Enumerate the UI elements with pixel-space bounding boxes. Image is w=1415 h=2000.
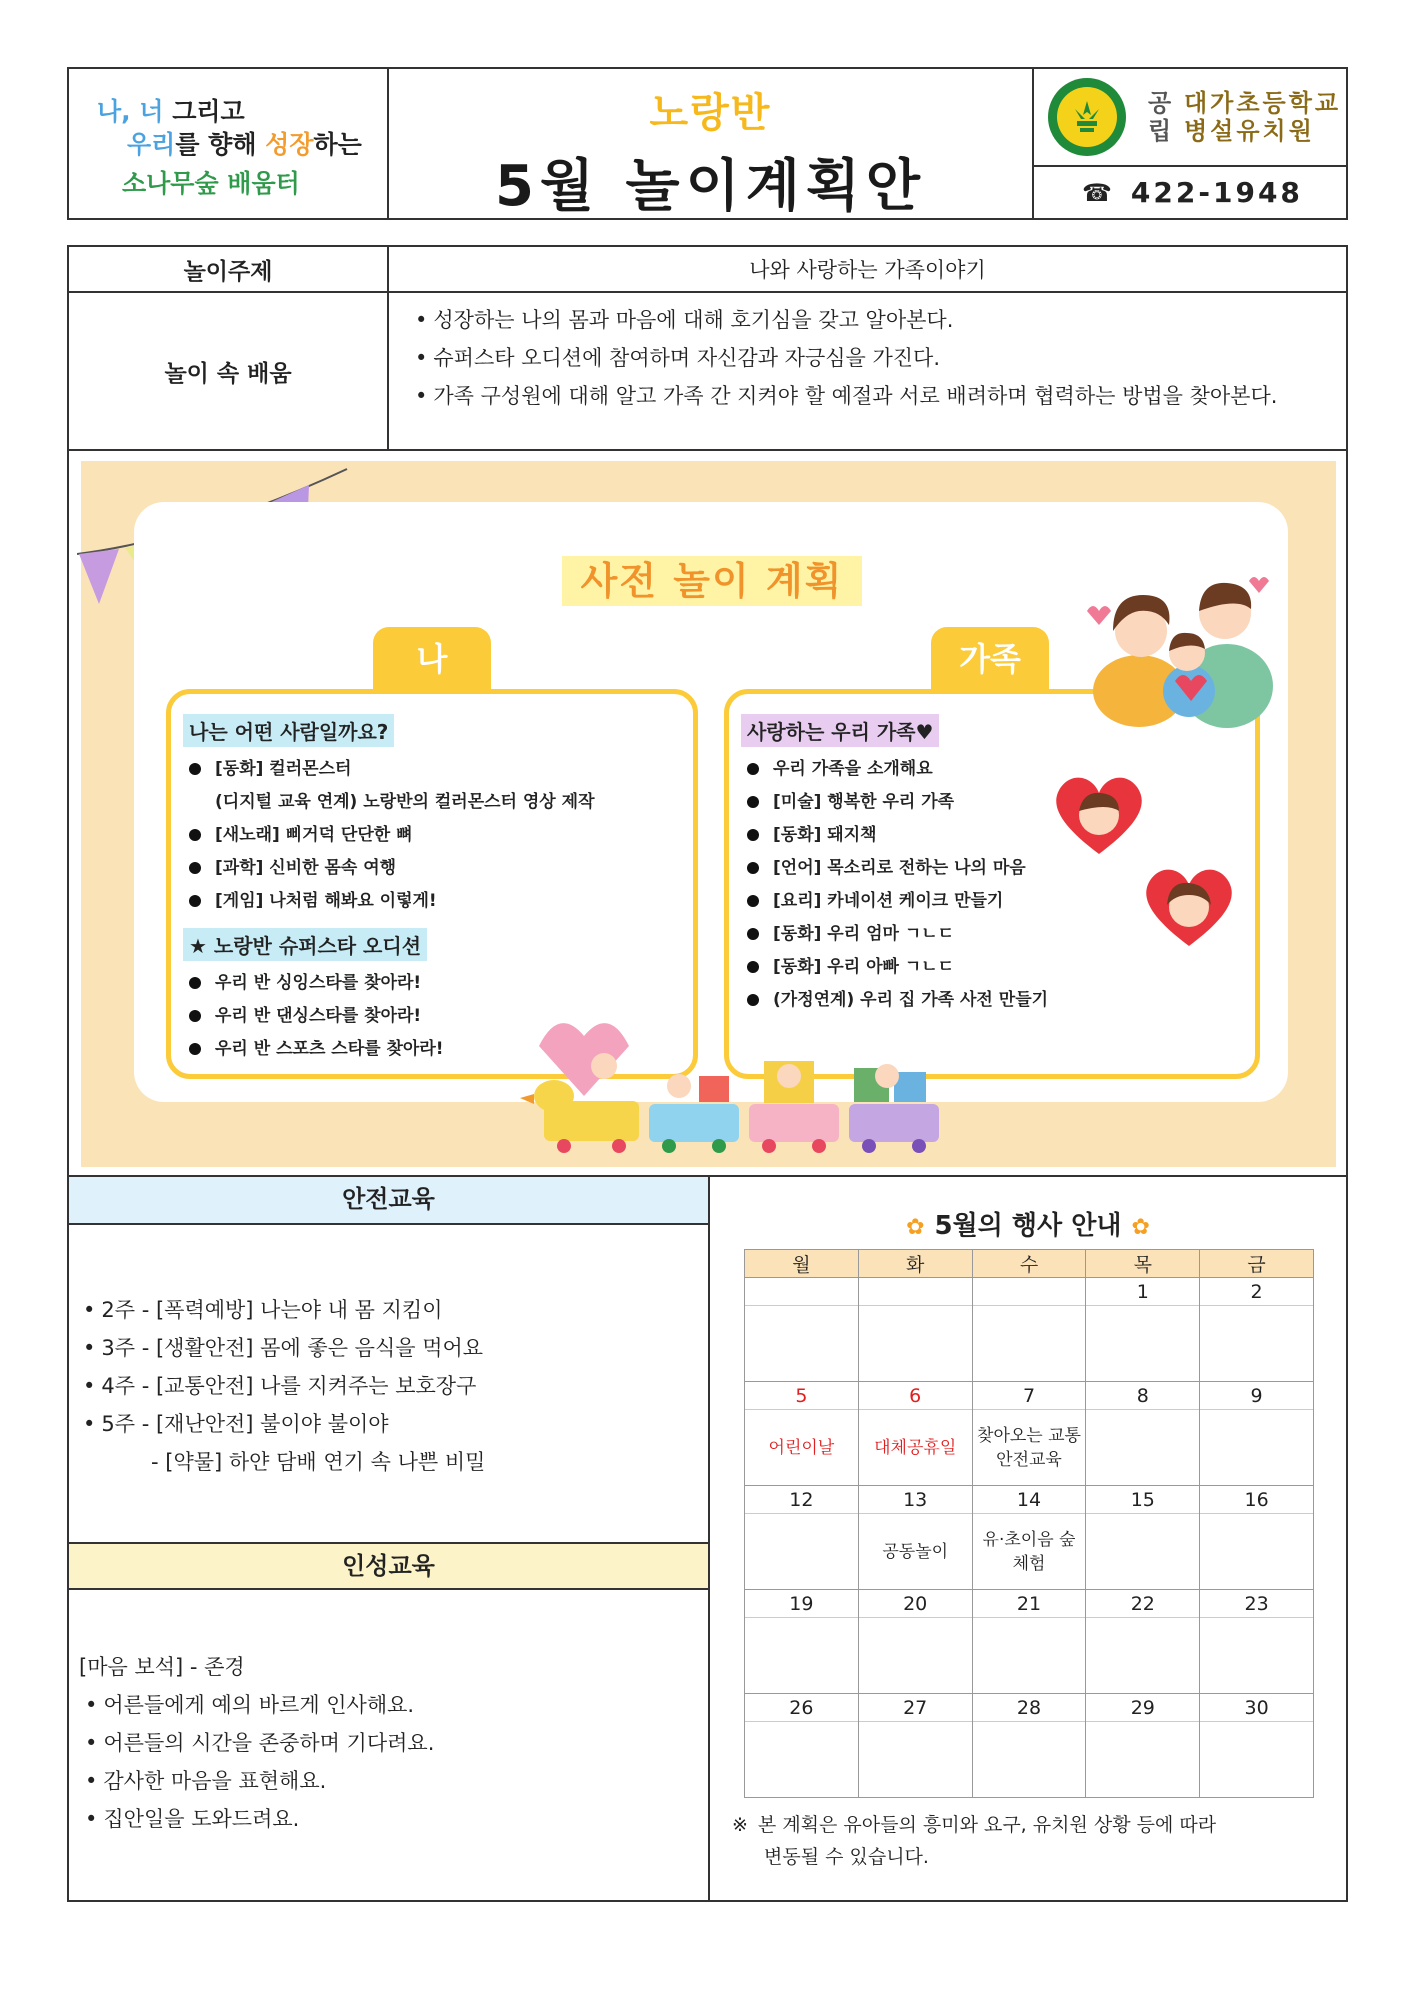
day-event <box>1086 1306 1199 1381</box>
learning-goal: • 성장하는 나의 몸과 마음에 대해 호기심을 갖고 알아본다. <box>409 301 1326 339</box>
tab-me: 나 <box>373 627 491 691</box>
theme-value: 나와 사랑하는 가족이야기 <box>749 258 986 282</box>
motto-text: 하는 <box>313 130 362 159</box>
event-calendar <box>744 1249 1314 1798</box>
bullet-icon <box>189 829 201 841</box>
list-item: [요리] 카네이션 케이크 만들기 <box>747 885 1255 918</box>
calendar-week-row <box>745 1590 1314 1694</box>
page-title: 5월 놀이계획안 <box>494 154 927 219</box>
learning-goal: • 슈퍼스타 오디션에 참여하며 자신감과 자긍심을 가진다. <box>409 339 1326 377</box>
day-number: 14 <box>973 1486 1086 1514</box>
day-event <box>745 1514 858 1589</box>
family-heading: 사랑하는 우리 가족♥ <box>741 714 939 747</box>
learning-goal: • 가족 구성원에 대해 알고 가족 간 지켜야 할 예절과 서로 배려하며 협력하는 방법을 찾아본다. <box>409 377 1326 415</box>
list-item: [미술] 행복한 우리 가족 <box>747 786 1255 819</box>
school-name: 대가초등학교 <box>1184 89 1342 117</box>
day-event <box>1086 1410 1199 1485</box>
plan-title: 사전 놀이 계획 <box>562 556 862 606</box>
flower-icon: ✿ <box>906 1215 925 1240</box>
calendar-day-cell <box>745 1590 859 1694</box>
bullet-icon <box>189 1010 201 1022</box>
calendar-day-cell <box>972 1278 1086 1382</box>
list-item: - [약물] 하얀 담배 연기 속 나쁜 비밀 <box>151 1450 486 1474</box>
bullet-icon <box>747 829 759 841</box>
header <box>67 67 1348 220</box>
bullet-icon <box>189 977 201 989</box>
day-event <box>1200 1722 1313 1797</box>
calendar-day-cell <box>1200 1486 1314 1590</box>
weekday-header: 수 <box>972 1250 1086 1278</box>
education-column <box>69 1177 710 1900</box>
day-number: 8 <box>1086 1382 1199 1410</box>
day-number: 13 <box>859 1486 972 1514</box>
bullet-icon <box>747 928 759 940</box>
day-number <box>973 1278 1086 1306</box>
list-item: • 4주 - [교통안전] 나를 지켜주는 보호장구 <box>83 1374 477 1398</box>
calendar-day-cell <box>1086 1278 1200 1382</box>
me-heading: 나는 어떤 사람일까요? <box>183 714 394 747</box>
motto-text: 를 향해 <box>175 130 266 159</box>
list-item: 우리 반 스포츠 스타를 찾아라! <box>189 1033 693 1066</box>
calendar-day-cell <box>1086 1382 1200 1486</box>
bullet-icon <box>747 796 759 808</box>
class-name: 노랑반 <box>649 90 772 136</box>
tab-family: 가족 <box>931 627 1049 691</box>
bullet-icon <box>189 895 201 907</box>
character-list <box>69 1590 708 1838</box>
day-number: 19 <box>745 1590 858 1618</box>
note-text: 본 계획은 유아들의 흥미와 요구, 유치원 상황 등에 따라 <box>757 1814 1217 1836</box>
day-event <box>745 1618 858 1693</box>
note-mark: ※ <box>732 1814 748 1836</box>
theme-label: 놀이주제 <box>69 247 389 291</box>
toy-train-icon <box>509 1006 999 1156</box>
calendar-day-cell <box>858 1486 972 1590</box>
list-item: • 어른들의 시간을 존중하며 기다려요. <box>85 1731 435 1755</box>
day-number: 16 <box>1200 1486 1313 1514</box>
school-type: 공립 <box>1148 89 1172 145</box>
calendar-title: ✿ 5월의 행사 안내 ✿ <box>906 1211 1150 1241</box>
calendar-day-cell <box>1200 1590 1314 1694</box>
day-number: 21 <box>973 1590 1086 1618</box>
bullet-icon <box>747 895 759 907</box>
list-item: [동화] 컬러몬스터 <box>189 753 693 786</box>
audition-heading: ★ 노랑반 슈퍼스타 오디션 <box>183 928 427 961</box>
motto-slogan: 소나무숲 배움터 <box>122 169 300 198</box>
day-number: 5 <box>745 1382 858 1410</box>
kindergarten-name: 병설유치원 <box>1184 117 1315 145</box>
weekday-header: 금 <box>1200 1250 1314 1278</box>
day-event <box>859 1306 972 1381</box>
list-item: • 2주 - [폭력예방] 나는야 내 몸 지킴이 <box>83 1298 443 1322</box>
calendar-day-cell <box>1200 1278 1314 1382</box>
day-number: 2 <box>1200 1278 1313 1306</box>
motto-text: 성장 <box>265 130 314 159</box>
list-item: [동화] 우리 엄마 ㄱㄴㄷ <box>747 918 1255 951</box>
list-item: • 3주 - [생활안전] 몸에 좋은 음식을 먹어요 <box>83 1336 484 1360</box>
motto-text: 우리 <box>127 130 176 159</box>
day-event <box>859 1722 972 1797</box>
day-event <box>1086 1514 1199 1589</box>
day-number: 26 <box>745 1694 858 1722</box>
day-number: 7 <box>973 1382 1086 1410</box>
day-event <box>1086 1722 1199 1797</box>
day-number: 22 <box>1086 1590 1199 1618</box>
day-event <box>745 1306 858 1381</box>
day-number: 12 <box>745 1486 858 1514</box>
school-logo-icon <box>1048 78 1126 156</box>
calendar-day-cell <box>745 1694 859 1798</box>
note-text: 변동될 수 있습니다. <box>764 1846 929 1868</box>
character-heading: 인성교육 <box>69 1542 708 1590</box>
bullet-icon <box>189 763 201 775</box>
day-number: 6 <box>859 1382 972 1410</box>
list-item: 우리 반 댄싱스타를 찾아라! <box>189 1000 693 1033</box>
list-item: • 집안일을 도와드려요. <box>85 1807 300 1831</box>
day-number: 20 <box>859 1590 972 1618</box>
list-item: [동화] 돼지책 <box>747 819 1255 852</box>
day-event <box>973 1722 1086 1797</box>
calendar-day-cell <box>745 1382 859 1486</box>
motto-text: 나, 너 <box>97 97 164 126</box>
flower-icon: ✿ <box>1131 1215 1150 1240</box>
learning-label: 놀이 속 배움 <box>69 293 389 449</box>
list-item: [언어] 목소리로 전하는 나의 마음 <box>747 852 1255 885</box>
theme-table <box>67 245 1348 451</box>
day-event: 유·초이음 숲체험 <box>982 1529 1076 1574</box>
bullet-icon <box>189 1043 201 1055</box>
day-number <box>745 1278 858 1306</box>
play-plan-section <box>67 451 1348 1177</box>
day-number: 23 <box>1200 1590 1313 1618</box>
family-illustration-icon <box>1079 561 1279 731</box>
motto-text: 그리고 <box>163 97 245 126</box>
title-block <box>389 69 1034 218</box>
day-event <box>973 1618 1086 1693</box>
calendar-day-cell <box>1086 1694 1200 1798</box>
safety-heading: 안전교육 <box>69 1177 708 1225</box>
day-number: 1 <box>1086 1278 1199 1306</box>
calendar-day-cell <box>972 1486 1086 1590</box>
day-number: 30 <box>1200 1694 1313 1722</box>
calendar-day-cell <box>1086 1590 1200 1694</box>
bullet-icon <box>747 763 759 775</box>
day-event: 대체공휴일 <box>874 1437 957 1458</box>
day-event: 공동놀이 <box>882 1541 949 1562</box>
list-item: • 어른들에게 예의 바르게 인사해요. <box>85 1693 415 1717</box>
calendar-week-row <box>745 1486 1314 1590</box>
calendar-day-cell <box>1200 1694 1314 1798</box>
day-event: 어린이날 <box>768 1437 835 1458</box>
day-event <box>1200 1618 1313 1693</box>
day-event <box>973 1306 1086 1381</box>
day-number: 28 <box>973 1694 1086 1722</box>
school-block <box>1034 69 1346 167</box>
school-info <box>1034 69 1346 218</box>
calendar-week-row <box>745 1382 1314 1486</box>
calendar-day-cell <box>745 1278 859 1382</box>
calendar-week-row <box>745 1278 1314 1382</box>
phone-number <box>1034 167 1346 218</box>
day-number: 9 <box>1200 1382 1313 1410</box>
calendar-day-cell <box>1086 1486 1200 1590</box>
calendar-day-cell <box>972 1694 1086 1798</box>
day-event <box>745 1722 858 1797</box>
character-subject: [마음 보석] - 존경 <box>79 1655 245 1679</box>
heart-girl-icon <box>1139 861 1239 951</box>
day-event <box>859 1618 972 1693</box>
day-event <box>1086 1618 1199 1693</box>
weekday-header: 월 <box>745 1250 859 1278</box>
list-item: (가정연계) 우리 집 가족 사전 만들기 <box>747 984 1255 1017</box>
day-event: 찾아오는 교통안전교육 <box>977 1425 1081 1470</box>
calendar-day-cell <box>1200 1382 1314 1486</box>
learning-goals <box>389 293 1346 449</box>
list-item: [과학] 신비한 몸속 여행 <box>189 852 693 885</box>
calendar-note <box>732 1809 1322 1873</box>
weekday-header: 목 <box>1086 1250 1200 1278</box>
calendar-day-cell <box>972 1590 1086 1694</box>
bullet-icon <box>747 862 759 874</box>
safety-list <box>69 1225 708 1542</box>
phone-icon: ☎ <box>1082 178 1115 207</box>
bullet-icon <box>747 994 759 1006</box>
motto <box>69 69 389 218</box>
list-item: [동화] 우리 아빠 ㄱㄴㄷ <box>747 951 1255 984</box>
phone-text: 422-1948 <box>1130 176 1303 209</box>
bullet-icon <box>747 961 759 973</box>
day-number: 29 <box>1086 1694 1199 1722</box>
calendar-day-cell <box>745 1486 859 1590</box>
bullet-icon <box>189 862 201 874</box>
day-number: 27 <box>859 1694 972 1722</box>
day-event <box>1200 1410 1313 1485</box>
calendar-day-cell <box>858 1590 972 1694</box>
lower-section <box>67 1177 1348 1902</box>
event-calendar-column <box>710 1177 1346 1900</box>
calendar-day-cell <box>858 1278 972 1382</box>
list-item: [새노래] 삐거덕 단단한 뼈 <box>189 819 693 852</box>
day-number <box>859 1278 972 1306</box>
list-item: 우리 반 싱잉스타를 찾아라! <box>189 967 693 1000</box>
day-event <box>1200 1514 1313 1589</box>
day-number: 15 <box>1086 1486 1199 1514</box>
calendar-day-cell <box>972 1382 1086 1486</box>
calendar-day-cell <box>858 1694 972 1798</box>
weekday-header: 화 <box>858 1250 972 1278</box>
list-item: • 감사한 마음을 표현해요. <box>85 1769 327 1793</box>
day-event <box>1200 1306 1313 1381</box>
list-item: [게임] 나처럼 해봐요 이렇게! <box>189 885 693 918</box>
calendar-day-cell <box>858 1382 972 1486</box>
list-item: 우리 가족을 소개해요 <box>747 753 1255 786</box>
list-item: (디지털 교육 연계) 노랑반의 컬러몬스터 영상 제작 <box>215 792 595 812</box>
list-item: • 5주 - [재난안전] 불이야 불이야 <box>83 1412 389 1436</box>
heart-boy-icon <box>1049 769 1149 859</box>
calendar-week-row <box>745 1694 1314 1798</box>
